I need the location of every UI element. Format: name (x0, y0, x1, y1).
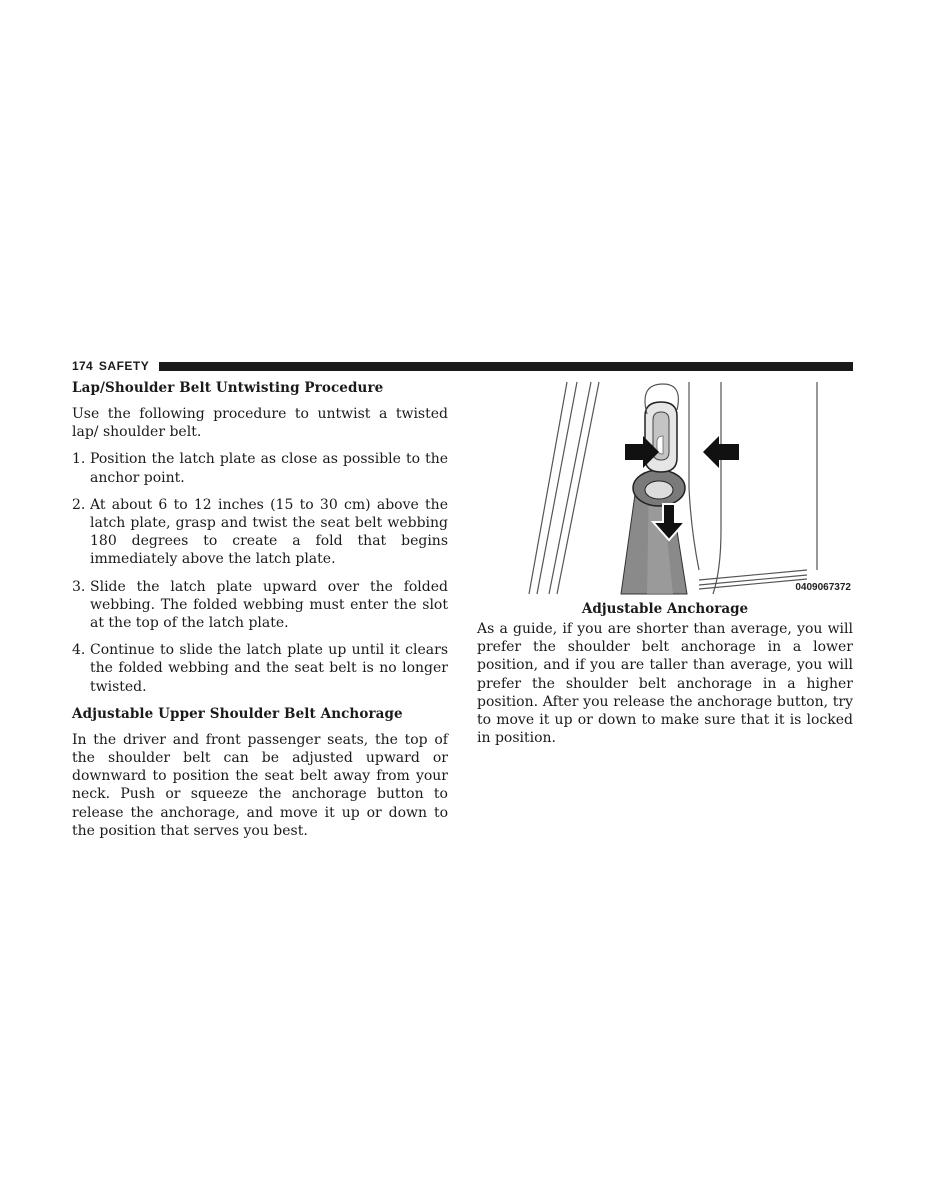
right-column (477, 380, 853, 747)
intro-paragraph: Use the following procedure to untwist a twisted lap/ shoulder belt. (72, 406, 448, 441)
page-number: 174 (72, 359, 93, 373)
header-rule (159, 362, 853, 371)
left-column (72, 378, 448, 840)
step-text: Slide the latch plate upward over the folded webbing. The folded webbing must enter the slot at the top of the latch plate. (90, 578, 448, 632)
figure-caption: Adjustable Anchorage (581, 601, 749, 617)
list-item (72, 450, 448, 486)
anchorage-drawing (477, 380, 853, 596)
guide-paragraph: As a guide, if you are shorter than average, you will prefer the shoulder belt anchorage in a lower position, and if you are taller than average, you will prefer the shoulder belt anchorage in a higher position. After you release the anchorage button, try to move it up or down to make sure that it is locked in position. (477, 621, 853, 747)
step-number: 4. (72, 642, 86, 659)
step-number: 2. (72, 496, 86, 513)
step-number: 1. (72, 451, 86, 468)
step-text: At about 6 to 12 inches (15 to 30 cm) above the latch plate, grasp and twist the seat belt webbing 180 degrees to create a fold that begins immediately above the latch plate. (90, 496, 448, 568)
figure-id: 0409067372 (795, 582, 851, 593)
list-item (72, 496, 448, 569)
anchorage-illustration (477, 380, 853, 596)
section-title: SAFETY (98, 359, 150, 373)
steps-list (72, 450, 448, 695)
list-item (72, 641, 448, 696)
step-text: Position the latch plate as close as possible to the anchor point. (90, 451, 448, 486)
heading-untwisting-procedure: Lap/Shoulder Belt Untwisting Procedure (72, 380, 384, 396)
list-item (72, 578, 448, 633)
step-text: Continue to slide the latch plate up until it clears the folded webbing and the seat belt is no longer twisted. (90, 642, 448, 695)
page-header (72, 358, 853, 374)
step-number: 3. (72, 578, 86, 595)
heading-adjustable-anchorage: Adjustable Upper Shoulder Belt Anchorage (72, 705, 403, 722)
anchorage-paragraph: In the driver and front passenger seats, the top of the shoulder belt can be adjusted upward or downward to position the seat belt away from your neck. Push or squeeze the anchorage button to release the anchorage, and move it up or down to the position that serves you best. (72, 731, 448, 839)
